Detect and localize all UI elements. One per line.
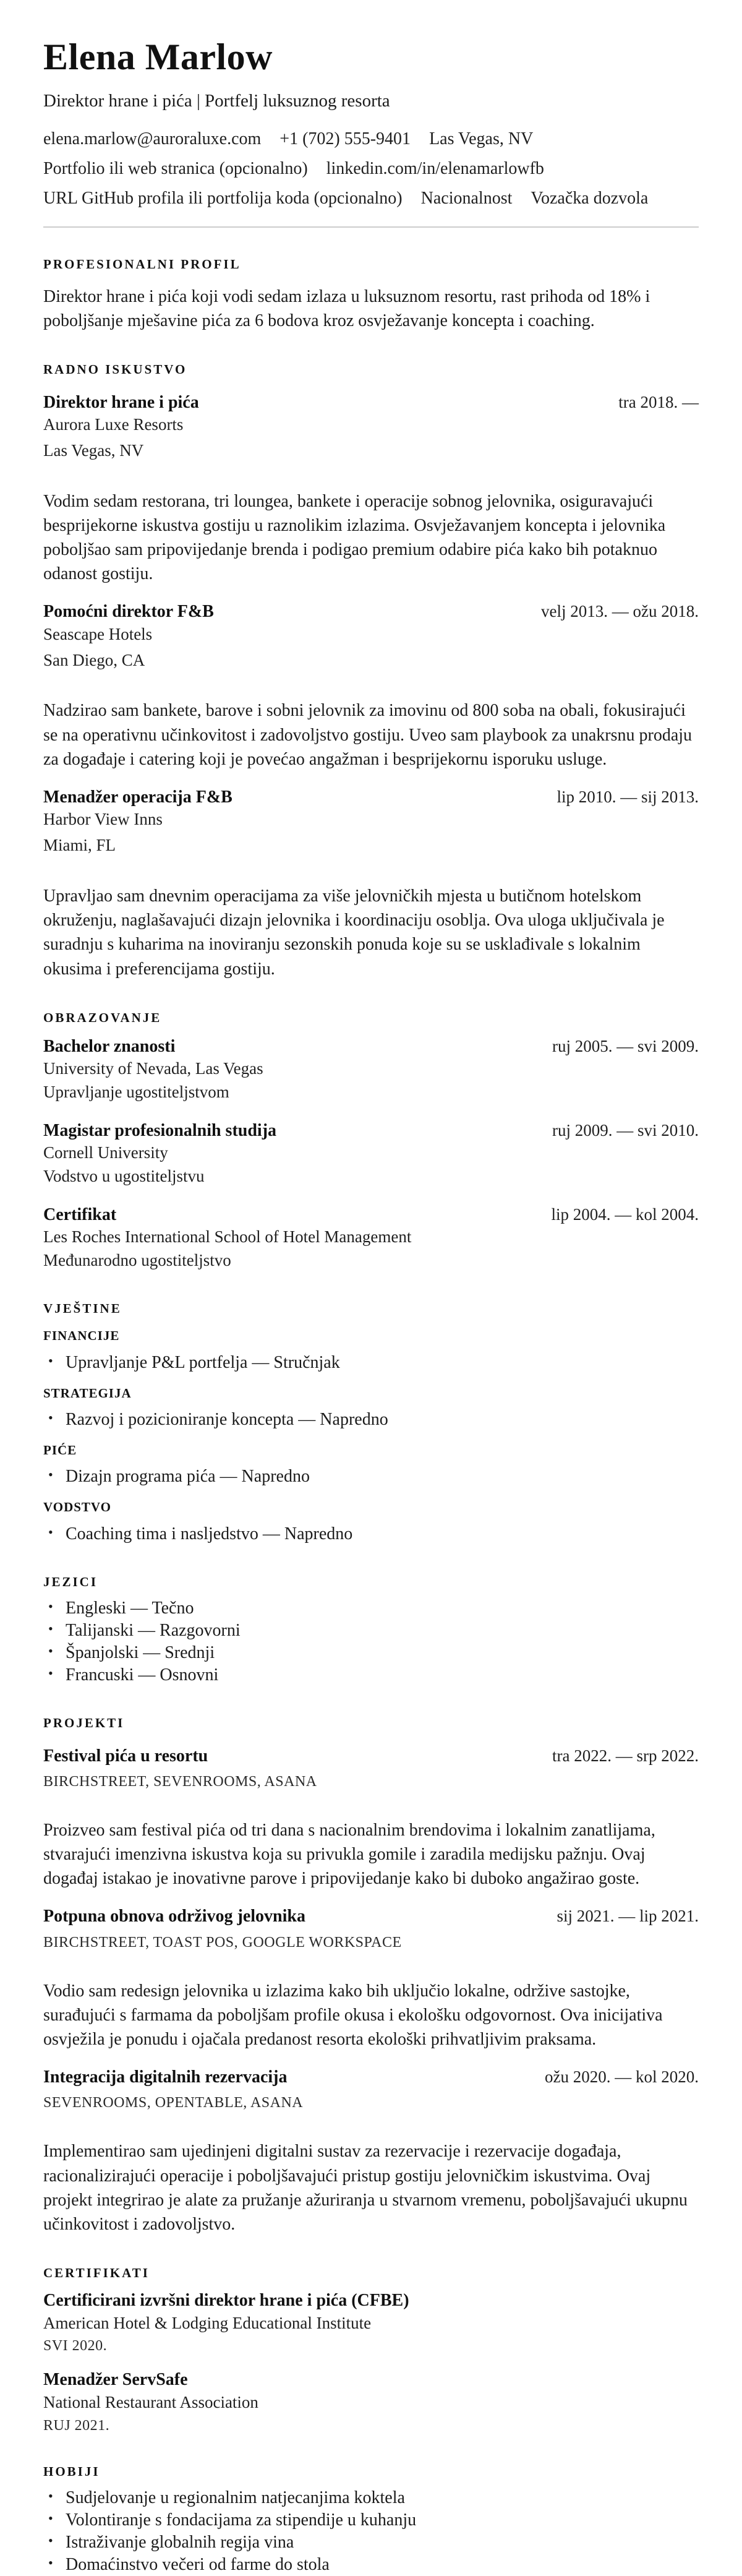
skill-item: • Upravljanje P&L portfelja — Stručnjak (43, 1352, 699, 1374)
education-header (43, 1121, 699, 1141)
job-location: Miami, FL (43, 836, 116, 855)
education-entry (43, 1205, 699, 1272)
section-certifications (43, 2265, 699, 2434)
contact-row-2 (43, 158, 699, 180)
education-field: Međunarodno ugostiteljstvo (43, 1251, 231, 1270)
hobby-item: • Domaćinstvo večeri od farme do stola (43, 2554, 699, 2576)
certification-issuer: American Hotel & Lodging Educational Institute (43, 2313, 372, 2332)
skill-item: • Razvoj i pozicioniranje koncepta — Napredno (43, 1409, 699, 1431)
job-description: Nadzirao sam bankete, barove i sobni jelovnik za imovinu od 800 soba na obali, fokusirajući se na operativnu učinkovitost i zadovoljstvo gostiju. Uveo sam playbook za unakrsnu prodaju za događaje i catering koji je povećao angažman i besprijekornu isporuku usluge. (43, 701, 693, 769)
language-item: • Španjolski — Srednji (43, 1642, 699, 1664)
section-heading-certifications: CERTIFIKATI (43, 2265, 150, 2281)
project-tools: BIRCHSTREET, SEVENROOMS, ASANA (43, 1773, 317, 1790)
certification-issuer: National Restaurant Association (43, 2392, 258, 2411)
education-dates: ruj 2009. — svi 2010. (552, 1121, 699, 1140)
person-name: Elena Marlow (43, 36, 273, 77)
job-header (43, 788, 699, 807)
project-dates: tra 2022. — srp 2022. (552, 1746, 699, 1765)
skill-item: • Coaching tima i nasljedstvo — Napredno (43, 1523, 699, 1545)
skill-category: FINANCIJE (43, 1328, 120, 1344)
job-dates: tra 2018. — (618, 392, 699, 411)
project-header (43, 1746, 699, 1766)
section-education (43, 1010, 699, 1272)
contact-email: elena.marlow@auroraluxe.com (43, 129, 262, 148)
education-header (43, 1205, 699, 1225)
contact-linkedin: linkedin.com/in/elenamarlowfb (326, 159, 544, 179)
job-company: Seascape Hotels (43, 624, 153, 643)
job-company: Harbor View Inns (43, 810, 163, 829)
language-item: • Engleski — Tečno (43, 1597, 699, 1620)
project-entry (43, 1746, 699, 1891)
project-header (43, 1907, 699, 1926)
project-entry (43, 1907, 699, 2051)
job-location: San Diego, CA (43, 650, 145, 669)
job-title: Direktor hrane i pića (43, 392, 199, 412)
header-divider (43, 226, 699, 228)
job-dates: velj 2013. — ožu 2018. (541, 602, 699, 621)
hobby-item: • Volontiranje s fondacijama za stipendije u kuhanju (43, 2509, 699, 2531)
hobby-list (43, 2487, 699, 2576)
project-description: Proizveo sam festival pića od tri dana s nacionalnim brendovima i lokalnim zanatlijama, stvarajući imenzivna iskustva koja su privukla gomile i zaradila medijsku pažnju. Ovaj događaj istakao je inovativne parove i pripovijedanje kako bi duboko angažirao goste. (43, 1820, 655, 1889)
section-heading-education: OBRAZOVANJE (43, 1010, 162, 1025)
language-list (43, 1597, 699, 1686)
job-entry (43, 393, 699, 586)
section-heading-profile: PROFESIONALNI PROFIL (43, 256, 241, 272)
contact-drivers-license: Vozačka dozvola (531, 189, 649, 208)
person-title: Direktor hrane i pića | Portfelj luksuznog resorta (43, 91, 390, 111)
contact-row-3 (43, 187, 699, 210)
job-entry (43, 602, 699, 771)
job-title: Pomoćni direktor F&B (43, 602, 214, 622)
education-field: Upravljanje ugostiteljstvom (43, 1083, 229, 1102)
certification-entry (43, 2370, 699, 2434)
section-heading-projects: PROJEKTI (43, 1715, 125, 1731)
job-description: Vodim sedam restorana, tri loungea, bankete i operacije sobnog jelovnika, osiguravajući besprijekorne iskustva gostiju u raznolikim izlazima. Osvježavanjem koncepta i jelovnika poboljšao sam pripovijedanje brenda i podigao premium odabire pića kako bih potaknuo odanost gostiju. (43, 491, 666, 584)
job-header (43, 393, 699, 413)
contact-website-placeholder: Portfolio ili web stranica (opcionalno) (43, 159, 308, 179)
section-experience (43, 361, 699, 981)
education-dates: ruj 2005. — svi 2009. (552, 1037, 699, 1056)
language-item: • Talijanski — Razgovorni (43, 1620, 699, 1642)
job-company: Aurora Luxe Resorts (43, 414, 184, 434)
section-hobbies (43, 2463, 699, 2576)
project-tools: BIRCHSTREET, TOAST POS, GOOGLE WORKSPACE (43, 1934, 402, 1951)
project-description: Vodio sam redesign jelovnika u izlazima kako bih uključio lokalne, održive sastojke, surađujući s farmama da poboljšam profile okusa i ekološku odgovornost. Ova inicijativa osvježila je ponudu i ojačala predanost resorta ekološki prihvatljivim praksama. (43, 1981, 663, 2049)
job-description: Upravljao sam dnevnim operacijama za više jelovničkih mjesta u butičnom hotelskom okruženju, naglašavajući dizajn jelovnika i koordinaciju osoblja. Ova uloga uključivala je suradnju s kuharima na inoviranju sezonskih ponuda koje su se usklađivale s lokalnim okusima i preferencijama gostiju. (43, 887, 665, 979)
project-entry (43, 2067, 699, 2236)
project-description: Implementirao sam ujedinjeni digitalni sustav za rezervacije i rezervacije događaja, racionalizirajući operacije i poboljšavajući pristup gostiju jelovničkim iskustvima. Ovaj projekt integrirao je alate za pružanje ažuriranja u stvarnom vremenu, poboljšavajući ukupnu učinkovitost i zadovoljstvo. (43, 2142, 688, 2234)
skill-category: PIĆE (43, 1443, 77, 1458)
project-title: Festival pića u resortu (43, 1746, 208, 1766)
section-profile (43, 256, 699, 333)
skill-item: • Dizajn programa pića — Napredno (43, 1466, 699, 1488)
skill-category: STRATEGIJA (43, 1385, 132, 1401)
contact-phone: +1 (702) 555-9401 (279, 129, 411, 148)
education-entry (43, 1037, 699, 1104)
education-school: University of Nevada, Las Vegas (43, 1059, 263, 1078)
education-entry (43, 1121, 699, 1188)
certification-name: Menadžer ServSafe (43, 2370, 188, 2390)
job-header (43, 602, 699, 622)
education-dates: lip 2004. — kol 2004. (551, 1205, 699, 1224)
contact-location: Las Vegas, NV (429, 129, 534, 148)
contact-row-1 (43, 128, 699, 150)
project-dates: sij 2021. — lip 2021. (556, 1907, 699, 1926)
job-title: Menadžer operacija F&B (43, 788, 232, 807)
section-heading-languages: JEZICI (43, 1574, 98, 1589)
skill-category: VODSTVO (43, 1500, 112, 1515)
section-projects (43, 1715, 699, 2236)
hobby-item: • Sudjelovanje u regionalnim natjecanjima koktela (43, 2487, 699, 2509)
skill-list (43, 1409, 699, 1431)
section-heading-experience: RADNO ISKUSTVO (43, 362, 187, 377)
job-dates: lip 2010. — sij 2013. (556, 788, 699, 807)
education-school: Cornell University (43, 1143, 168, 1162)
education-school: Les Roches International School of Hotel Management (43, 1227, 412, 1247)
profile-summary: Direktor hrane i pića koji vodi sedam izlaza u luksuznom resortu, rast prihoda od 18% i poboljšanje mješavine pića za 6 bodova kroz osvježavanje koncepta i coaching. (43, 287, 650, 331)
education-degree: Certifikat (43, 1205, 117, 1225)
job-entry (43, 788, 699, 981)
job-location: Las Vegas, NV (43, 440, 144, 460)
project-title: Integracija digitalnih rezervacija (43, 2067, 288, 2087)
education-header (43, 1037, 699, 1057)
section-languages (43, 1574, 699, 1687)
education-field: Vodstvo u ugostiteljstvu (43, 1167, 205, 1186)
project-title: Potpuna obnova održivog jelovnika (43, 1907, 305, 1926)
project-tools: SEVENROOMS, OPENTABLE, ASANA (43, 2095, 304, 2111)
skill-list (43, 1352, 699, 1374)
section-heading-skills: VJEŠTINE (43, 1301, 122, 1316)
hobby-item: • Istraživanje globalnih regija vina (43, 2531, 699, 2554)
certification-name: Certificirani izvršni direktor hrane i pića (CFBE) (43, 2291, 409, 2311)
skill-list (43, 1466, 699, 1488)
certification-entry (43, 2291, 699, 2355)
certification-date: RUJ 2021. (43, 2417, 110, 2434)
section-skills (43, 1300, 699, 1545)
contact-github-placeholder: URL GitHub profila ili portfolija koda (opcionalno) (43, 189, 403, 208)
education-degree: Magistar profesionalnih studija (43, 1121, 277, 1141)
certification-date: SVI 2020. (43, 2338, 108, 2355)
project-dates: ožu 2020. — kol 2020. (545, 2067, 699, 2087)
language-item: • Francuski — Osnovni (43, 1664, 699, 1686)
section-heading-hobbies: HOBIJI (43, 2463, 100, 2479)
contact-nationality: Nacionalnost (420, 189, 513, 208)
education-degree: Bachelor znanosti (43, 1037, 176, 1057)
project-header (43, 2067, 699, 2087)
resume-header (43, 36, 699, 210)
skill-list (43, 1523, 699, 1545)
